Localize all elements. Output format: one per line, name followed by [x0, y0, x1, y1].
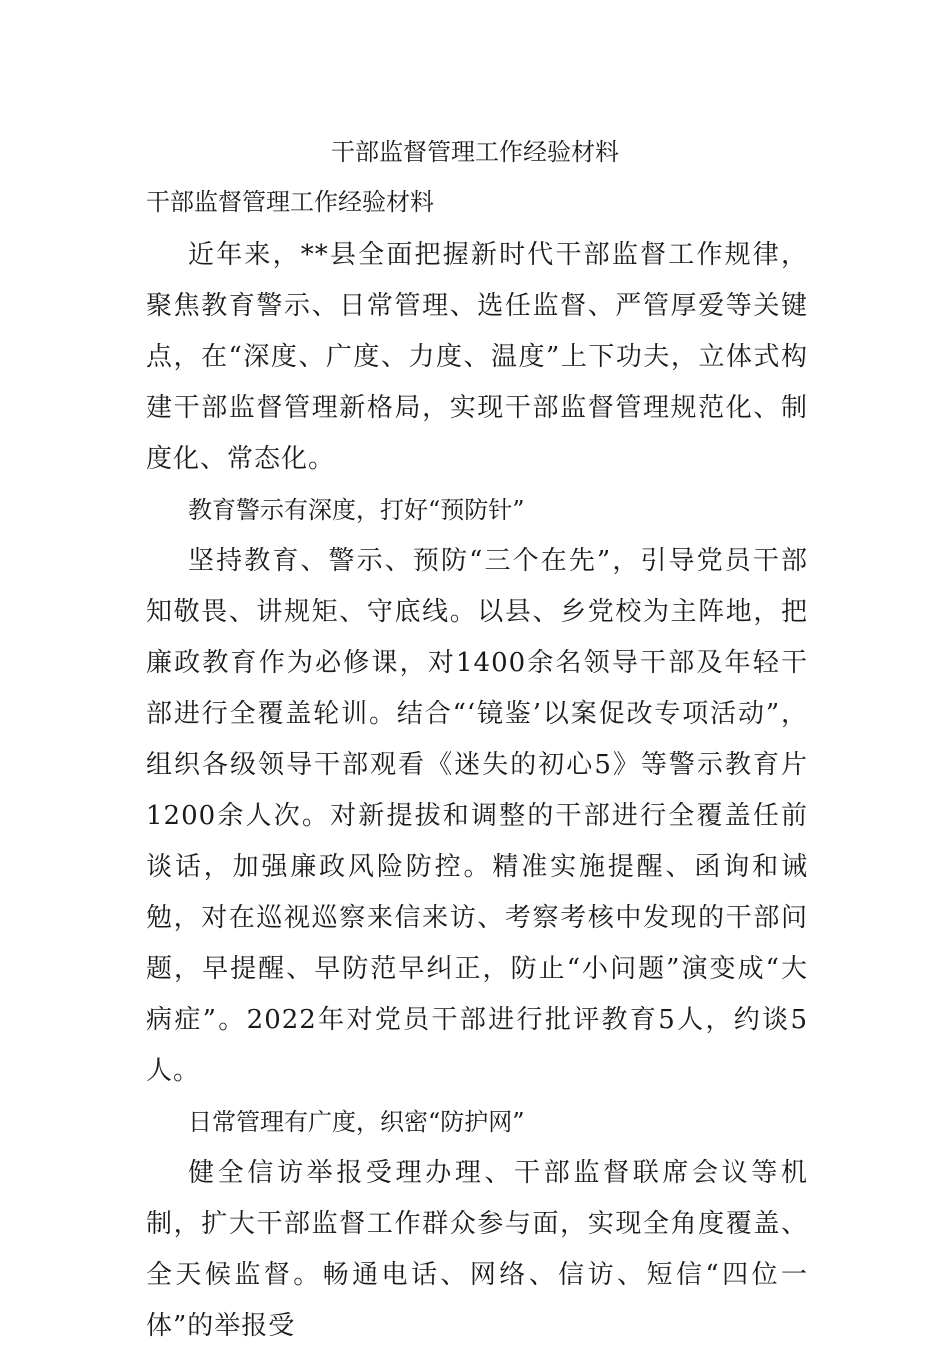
- document-body: [146, 180, 808, 1352]
- paragraph-intro: 近年来，**县全面把握新时代干部监督工作规律，聚焦教育警示、日常管理、选任监督、严管厚爱等关键点，在“深度、广度、力度、温度”上下功夫，立体式构建干部监督管理新格局，实现干部监督管理规范化、制度化、常态化。: [146, 240, 808, 474]
- document-title: 干部监督管理工作经验材料: [331, 138, 619, 166]
- paragraph-education: 坚持教育、警示、预防“三个在先”，引导党员干部知敬畏、讲规矩、守底线。以县、乡党校为主阵地，把廉政教育作为必修课，对1400余名领导干部及年轻干部进行全覆盖轮训。结合“‘镜鉴’以案促改专项活动”，组织各级领导干部观看《迷失的初心5》等警示教育片1200余人次。对新提拔和调整的干部进行全覆盖任前谈话，加强廉政风险防控。精准实施提醒、函询和诫勉，对在巡视巡察来信来访、考察考核中发现的干部问题，早提醒、早防范早纠正，防止“小问题”演变成“大病症”。2022年对党员干部进行批评教育5人，约谈5人。: [146, 546, 808, 1086]
- section-heading-education: 教育警示有深度，打好“预防针”: [188, 496, 525, 524]
- section-heading-daily-management: 日常管理有广度，织密“防护网”: [188, 1108, 525, 1136]
- paragraph-daily-management: 健全信访举报受理办理、干部监督联席会议等机制，扩大干部监督工作群众参与面，实现全角度覆盖、全天候监督。畅通电话、网络、信访、短信“四位一体”的举报受: [146, 1158, 808, 1341]
- document-subtitle: 干部监督管理工作经验材料: [146, 188, 434, 216]
